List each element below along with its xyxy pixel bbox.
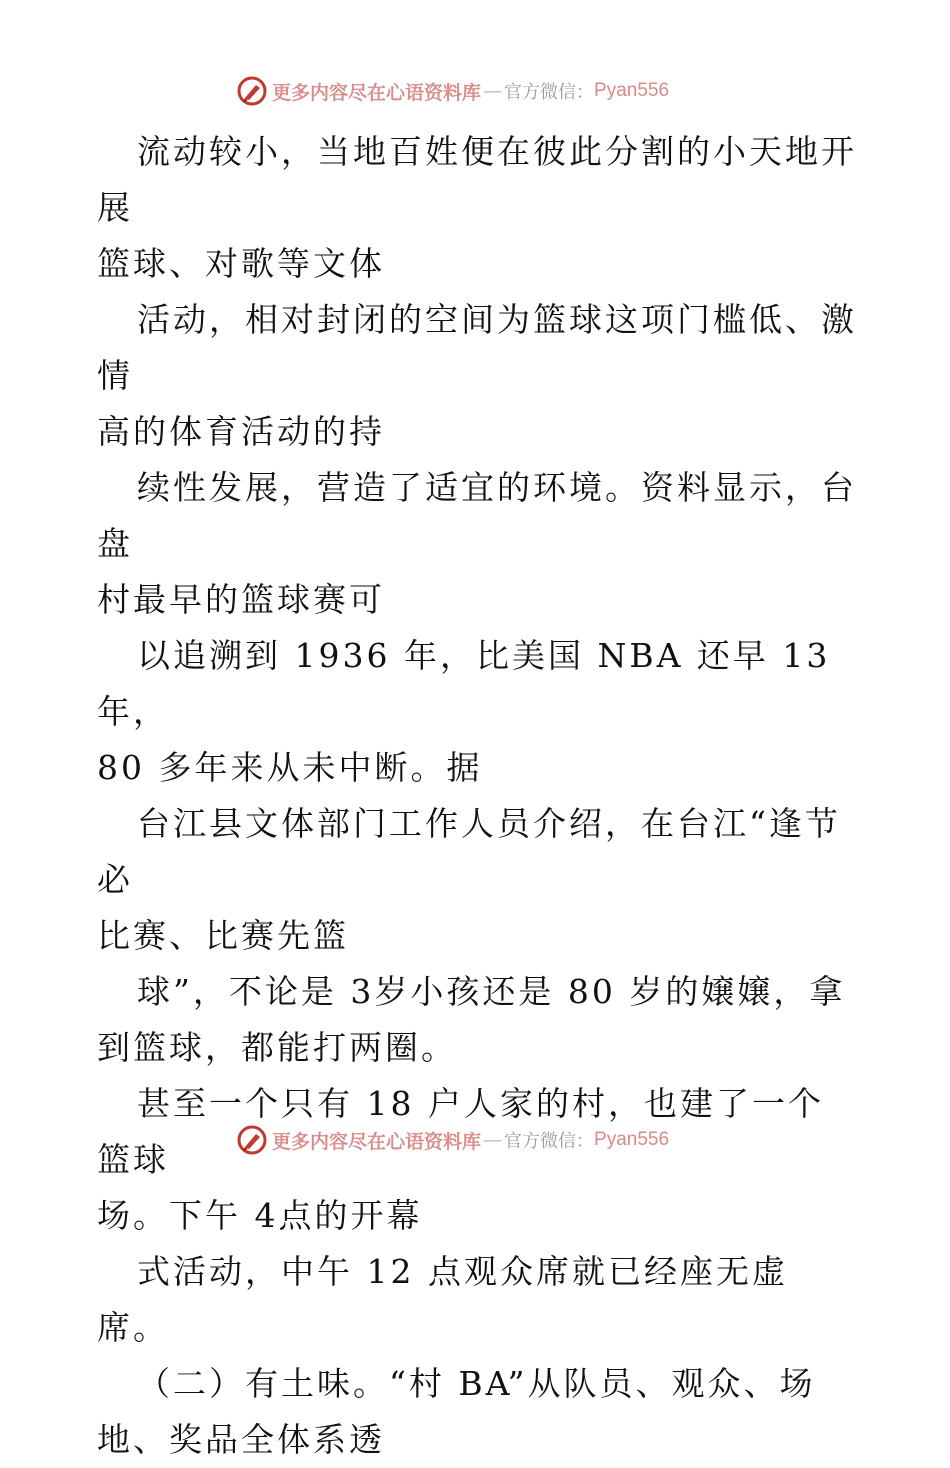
paragraph-continuation: 高的体育活动的持: [97, 412, 385, 451]
paragraph-continuation: 场。下午 4点的开幕: [97, 1196, 423, 1235]
footer-watermark: [236, 1123, 669, 1157]
paragraph: [97, 1244, 857, 1356]
paragraph-first-line: 流动较小，当地百姓便在彼此分割的小天地开展: [97, 132, 857, 227]
paragraph: [97, 1356, 857, 1468]
header-watermark: [236, 74, 669, 108]
paragraph-first-line: （二）有土味。“村 BA”从队员、观众、场: [137, 1364, 816, 1403]
paragraph-first-line: 活动，相对封闭的空间为篮球这项门槛低、激情: [97, 300, 857, 395]
paragraph-continuation: 地、奖品全体系透: [97, 1420, 385, 1459]
paragraph: [97, 796, 857, 964]
paragraph-continuation: 到篮球，都能打两圈。: [97, 1028, 457, 1067]
paragraph-continuation: 80 多年来从未中断。据: [97, 748, 483, 787]
watermark-wechat-id: Pyan556: [594, 1129, 670, 1150]
watermark-dash: —: [483, 1129, 503, 1151]
paragraph-continuation: 篮球、对歌等文体: [97, 244, 385, 283]
paragraph-first-line: 续性发展，营造了适宜的环境。资料显示，台盘: [97, 468, 857, 563]
paragraph-first-line: 球”，不论是 3岁小孩还是 80 岁的嬢嬢，拿: [137, 972, 846, 1011]
paragraph-first-line: 式活动，中午 12 点观众席就已经座无虚席。: [97, 1252, 788, 1347]
paragraph: [97, 460, 857, 628]
paragraph-first-line: 甚至一个只有 18 户人家的村，也建了一个篮球: [97, 1084, 824, 1179]
watermark-dash: —: [483, 80, 503, 102]
document-body: [97, 124, 857, 1468]
paragraph-continuation: 比赛、比赛先篮: [97, 916, 349, 955]
pen-logo-icon: [236, 1124, 268, 1156]
paragraph: [97, 628, 857, 796]
paragraph-first-line: 台江县文体部门工作人员介绍，在台江“逢节必: [97, 804, 841, 899]
watermark-sub-text: 官方微信：: [504, 82, 595, 103]
paragraph: [97, 964, 857, 1076]
paragraph: [97, 1076, 857, 1244]
watermark-sub-text: 官方微信：: [504, 1131, 595, 1152]
paragraph-continuation: 村最早的篮球赛可: [97, 580, 385, 619]
watermark-main-text: 更多内容尽在心语资料库: [272, 1130, 482, 1153]
paragraph-first-line: 以追溯到 1936 年，比美国 NBA 还早 13 年，: [97, 636, 844, 731]
paragraph: [97, 292, 857, 460]
pen-logo-icon: [236, 75, 268, 107]
watermark-main-text: 更多内容尽在心语资料库: [272, 81, 482, 104]
paragraph: [97, 124, 857, 292]
watermark-wechat-id: Pyan556: [594, 80, 670, 101]
